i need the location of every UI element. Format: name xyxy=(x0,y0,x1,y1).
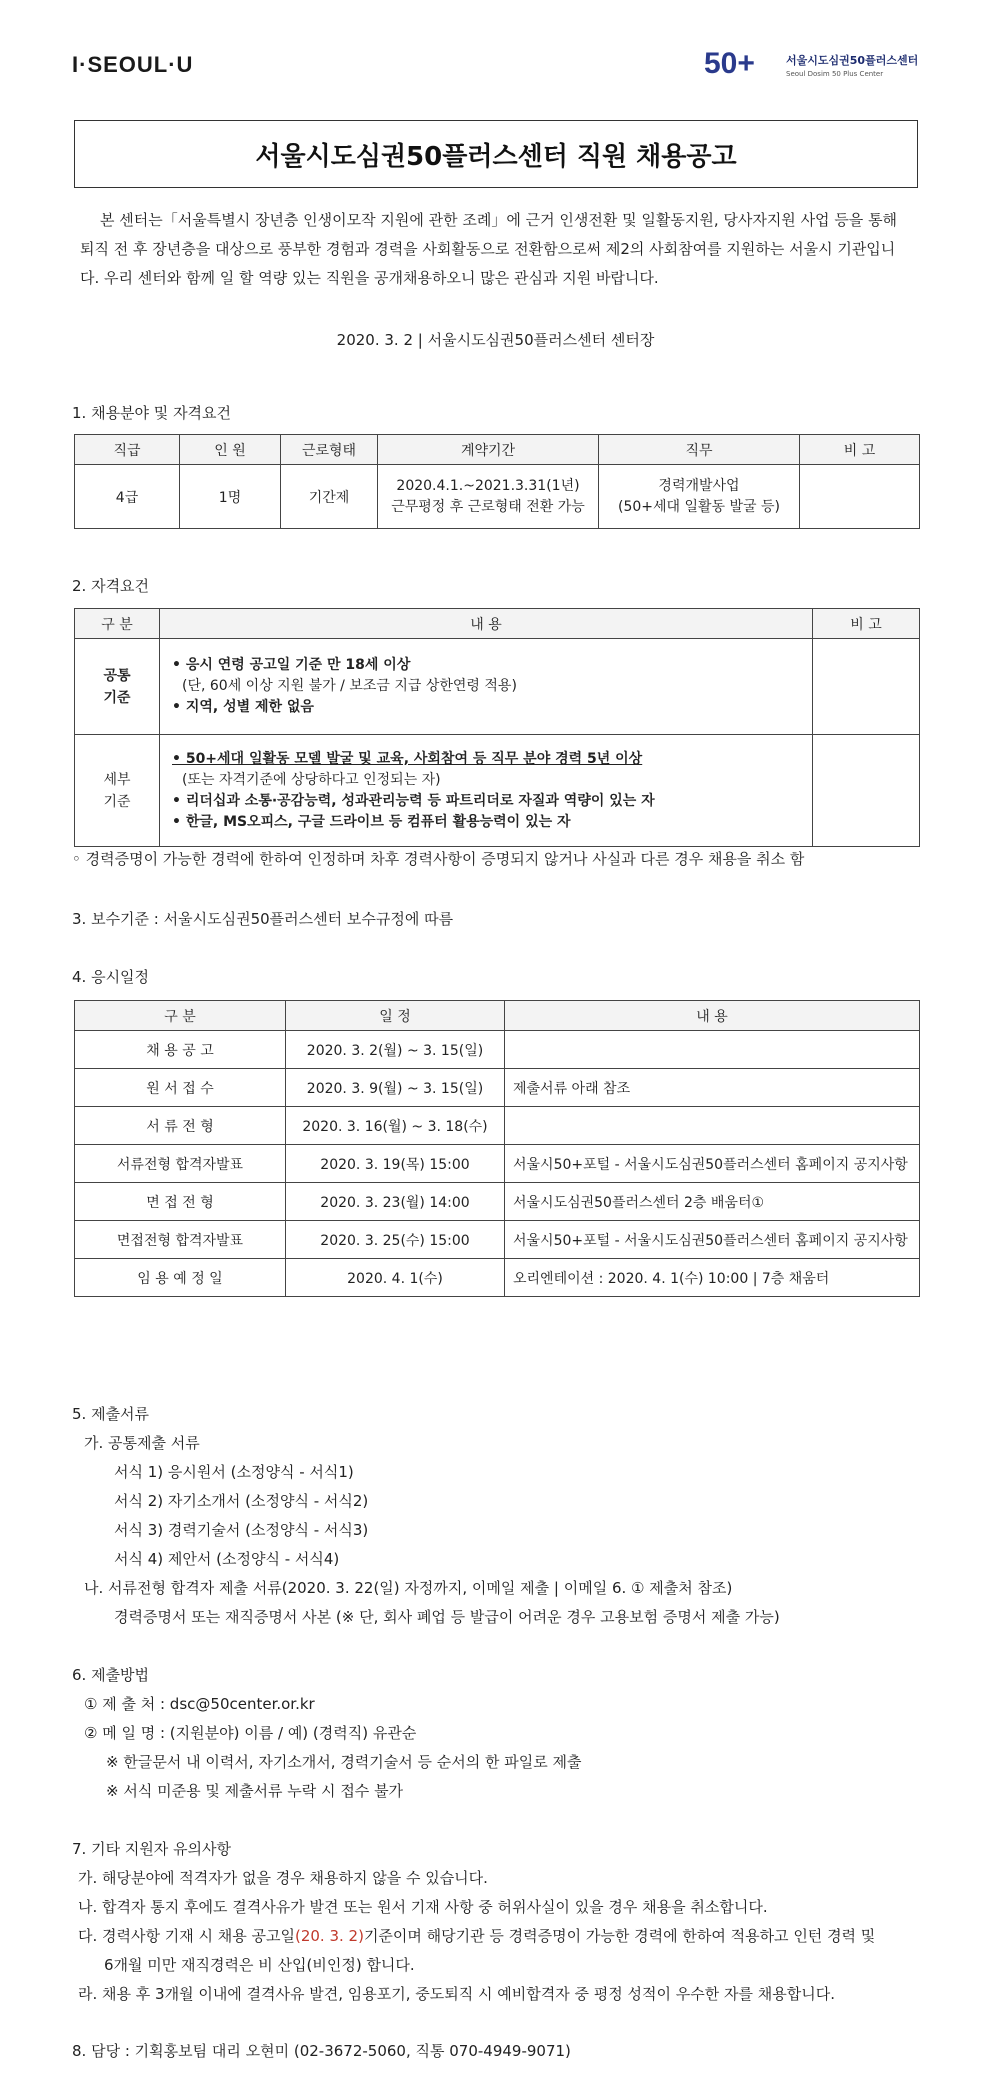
cell-common-note xyxy=(813,639,920,735)
cell-common-content xyxy=(160,639,813,735)
table-positions xyxy=(74,434,920,529)
s7-line-3-cont: 6개월 미만 재직경력은 비 산입(비인정) 합니다. xyxy=(104,1956,415,1974)
table-header: 비 고 xyxy=(813,609,920,639)
s6-line-2: ② 메 일 명 : (지원분야) 이름 / 예) (경력직) 유관순 xyxy=(84,1724,417,1742)
section-6-heading: 6. 제출방법 xyxy=(72,1666,150,1684)
intro-text xyxy=(80,206,910,293)
page-title: 서울시도심권50플러스센터 직원 채용공고 xyxy=(74,120,918,188)
s6-line-4: ※ 서식 미준용 및 제출서류 누락 시 접수 불가 xyxy=(106,1782,404,1800)
table-header: 근로형태 xyxy=(281,435,378,465)
cell-count: 1명 xyxy=(180,465,281,529)
schedule-date: 2020. 3. 19(목) 15:00 xyxy=(286,1145,505,1183)
schedule-label: 서류전형 합격자발표 xyxy=(75,1145,286,1183)
table-header: 일 정 xyxy=(286,1001,505,1031)
period-line-1: 2020.4.1.~2021.3.31(1년) xyxy=(396,477,580,494)
schedule-content: 제출서류 아래 참조 xyxy=(505,1069,920,1107)
table-qualifications xyxy=(74,608,920,847)
detail-line-2: (또는 자격기준에 상당하다고 인정되는 자) xyxy=(182,771,441,788)
schedule-label: 임 용 예 정 일 xyxy=(75,1259,286,1297)
schedule-content: 서울시도심권50플러스센터 2층 배움터① xyxy=(505,1183,920,1221)
section-7-heading: 7. 기타 지원자 유의사항 xyxy=(72,1840,232,1858)
schedule-content: 서울시50+포털 - 서울시도심권50플러스센터 홈페이지 공지사항 xyxy=(505,1221,920,1259)
schedule-date: 2020. 3. 2(월) ~ 3. 15(일) xyxy=(286,1031,505,1069)
table-header: 비 고 xyxy=(800,435,920,465)
table-row xyxy=(75,1107,920,1145)
logo-title: 서울시도심권50플러스센터 xyxy=(786,54,919,67)
s7-line-3 xyxy=(78,1925,875,1946)
duty-line-2: (50+세대 일활동 발굴 등) xyxy=(617,498,780,515)
schedule-content: 서울시50+포털 - 서울시도심권50플러스센터 홈페이지 공지사항 xyxy=(505,1145,920,1183)
s6-line-3: ※ 한글문서 내 이력서, 자기소개서, 경력기술서 등 순서의 한 파일로 제출 xyxy=(106,1753,582,1771)
schedule-content: 오리엔테이션 : 2020. 4. 1(수) 10:00 | 7층 채움터 xyxy=(505,1259,920,1297)
section-1-heading: 1. 채용분야 및 자격요건 xyxy=(72,404,232,422)
intro-paragraph: 본 센터는「서울특별시 장년층 인생이모작 지원에 관한 조례」에 근거 인생전환 및 일활동지원, 당사자지원 사업 등을 통해 퇴직 전 후 장년층을 대상으로 풍부한 경험과 경력을 사회활동으로 전환함으로써 제2의 사회참여를 지원하는 서울시 기관입니다. 우리 센터와 함께 일 할 역량 있는 직원을 공개채용하오니 많은 관심과 지원 바랍니다. xyxy=(80,211,898,287)
cell-duty xyxy=(599,465,800,529)
table-row xyxy=(75,1145,920,1183)
s6-line-1: ① 제 출 처 : dsc@50center.or.kr xyxy=(84,1695,315,1713)
cell-period xyxy=(378,465,599,529)
s5-form-1: 서식 1) 응시원서 (소정양식 - 서식1) xyxy=(114,1463,354,1481)
table-row xyxy=(75,639,920,735)
label-line-1: 공통 xyxy=(103,667,131,684)
detail-line-1: • 50+세대 일활동 모델 발굴 및 교육, 사회참여 등 직무 분야 경력 5년 이상 xyxy=(172,750,643,767)
table-row xyxy=(75,1259,920,1297)
s5-item-b-detail: 경력증명서 또는 재직증명서 사본 (※ 단, 회사 폐업 등 발급이 어려운 경우 고용보험 증명서 제출 가능) xyxy=(114,1608,780,1626)
schedule-date: 2020. 3. 16(월) ~ 3. 18(수) xyxy=(286,1107,505,1145)
table-header: 직무 xyxy=(599,435,800,465)
table-row xyxy=(75,465,920,529)
duty-line-1: 경력개발사업 xyxy=(658,477,740,494)
schedule-label: 원 서 접 수 xyxy=(75,1069,286,1107)
table-row xyxy=(75,1183,920,1221)
dateline: 2020. 3. 2 | 서울시도심권50플러스센터 센터장 xyxy=(336,331,655,349)
schedule-content xyxy=(505,1107,920,1145)
table-header: 구 분 xyxy=(75,1001,286,1031)
cell-grade: 4급 xyxy=(75,465,180,529)
detail-line-3: • 리더십과 소통·공감능력, 성과관리능력 등 파트리더로 자질과 역량이 있는 자 xyxy=(172,792,655,809)
table-header: 계약기간 xyxy=(378,435,599,465)
s5-form-2: 서식 2) 자기소개서 (소정양식 - 서식2) xyxy=(114,1492,369,1510)
table-row xyxy=(75,1069,920,1107)
s5-item-b: 나. 서류전형 합격자 제출 서류(2020. 3. 22(일) 자정까지, 이메일 제출 | 이메일 6. ① 제출처 참조) xyxy=(84,1579,733,1597)
common-line-1: • 응시 연령 공고일 기준 만 18세 이상 xyxy=(172,657,411,673)
section-3-heading: 3. 보수기준 : 서울시도심권50플러스센터 보수규정에 따름 xyxy=(72,910,454,928)
schedule-label: 서 류 전 형 xyxy=(75,1107,286,1145)
schedule-label: 채 용 공 고 xyxy=(75,1031,286,1069)
table-header: 구 분 xyxy=(75,609,160,639)
cell-detail-note xyxy=(813,735,920,847)
label-line-2: 기준 xyxy=(103,689,131,706)
cell-type: 기간제 xyxy=(281,465,378,529)
schedule-label: 면접전형 합격자발표 xyxy=(75,1221,286,1259)
s5-form-4: 서식 4) 제안서 (소정양식 - 서식4) xyxy=(114,1550,340,1568)
table-header: 인 원 xyxy=(180,435,281,465)
schedule-date: 2020. 3. 23(월) 14:00 xyxy=(286,1183,505,1221)
table-schedule xyxy=(74,1000,920,1297)
common-line-2: (단, 60세 이상 지원 불가 / 보조금 지급 상한연령 적용) xyxy=(182,678,517,694)
section-4-heading: 4. 응시일정 xyxy=(72,968,150,986)
logo-subtitle: Seoul Dosim 50 Plus Center xyxy=(786,70,884,78)
cell-detail-label xyxy=(75,735,160,847)
s7-line-3-end: 기준이며 해당기관 등 경력증명이 가능한 경력에 한하여 적용하고 인턴 경력 및 xyxy=(363,1927,876,1945)
schedule-date: 2020. 3. 25(수) 15:00 xyxy=(286,1221,505,1259)
cell-common-label xyxy=(75,639,160,735)
s7-date-highlight: (20. 3. 2) xyxy=(294,1927,364,1945)
s5-item-a: 가. 공통제출 서류 xyxy=(84,1434,200,1452)
schedule-date: 2020. 3. 9(월) ~ 3. 15(일) xyxy=(286,1069,505,1107)
section-5-heading: 5. 제출서류 xyxy=(72,1405,150,1423)
table-header: 내 용 xyxy=(505,1001,920,1031)
s7-line-2: 나. 합격자 통지 후에도 결격사유가 발견 또는 원서 기재 사항 중 허위사실이 있을 경우 채용을 취소합니다. xyxy=(78,1898,768,1916)
schedule-label: 면 접 전 형 xyxy=(75,1183,286,1221)
section-8-heading: 8. 담당 : 기획홍보팀 대리 오현미 (02-3672-5060, 직통 070-4949-9071) xyxy=(72,2042,571,2060)
seoul-logo: I·SEOUL·U xyxy=(72,52,194,77)
label-line-1: 세부 xyxy=(103,771,131,788)
table-row xyxy=(75,735,920,847)
table-row xyxy=(75,1031,920,1069)
cell-detail-content xyxy=(160,735,813,847)
table-header: 직급 xyxy=(75,435,180,465)
qualification-footnote: ◦ 경력증명이 가능한 경력에 한하여 인정하며 차후 경력사항이 증명되지 않거나 사실과 다른 경우 채용을 취소 함 xyxy=(72,850,805,868)
schedule-content xyxy=(505,1031,920,1069)
s7-line-3-start: 다. 경력사항 기재 시 채용 공고일 xyxy=(78,1927,295,1945)
table-row xyxy=(75,1221,920,1259)
s5-form-3: 서식 3) 경력기술서 (소정양식 - 서식3) xyxy=(114,1521,369,1539)
period-line-2: 근무평정 후 근로형태 전환 가능 xyxy=(391,498,585,515)
section-2-heading: 2. 자격요건 xyxy=(72,577,150,595)
s7-line-4: 라. 채용 후 3개월 이내에 결격사유 발견, 임용포기, 중도퇴직 시 예비합격자 중 평정 성적이 우수한 자를 채용합니다. xyxy=(78,1985,835,2003)
detail-line-4: • 한글, MS오피스, 구글 드라이브 등 컴퓨터 활용능력이 있는 자 xyxy=(172,813,571,830)
s7-line-1: 가. 해당분야에 적격자가 없을 경우 채용하지 않을 수 있습니다. xyxy=(78,1869,488,1887)
logo-mark: 50+ xyxy=(704,47,755,80)
schedule-date: 2020. 4. 1(수) xyxy=(286,1259,505,1297)
cell-note xyxy=(800,465,920,529)
label-line-2: 기준 xyxy=(103,793,131,810)
common-line-3: • 지역, 성별 제한 없음 xyxy=(172,699,314,715)
table-header: 내 용 xyxy=(160,609,813,639)
